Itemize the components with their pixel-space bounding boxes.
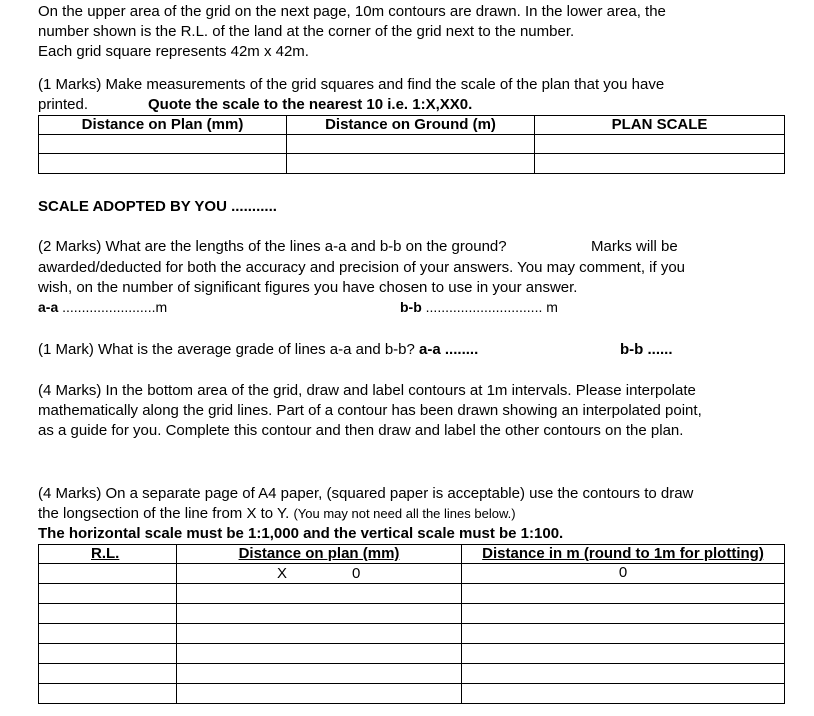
metres-cell[interactable]: [462, 664, 785, 684]
table-row: [39, 664, 785, 684]
header-distance-in-m: Distance in m (round to 1m for plotting): [462, 545, 785, 564]
header-distance-on-ground: Distance on Ground (m): [287, 116, 535, 135]
q2-line-3: wish, on the number of significant figures you have chosen to use in your answer.: [38, 279, 578, 296]
plan-distance-input-2[interactable]: [39, 154, 287, 174]
header-distance-on-plan-mm: Distance on plan (mm): [177, 545, 462, 564]
longsection-table: [38, 544, 785, 704]
table-row: [39, 584, 785, 604]
header-rl: R.L.: [39, 545, 177, 564]
q2-marks-note: Marks will be: [591, 238, 678, 255]
metres-cell[interactable]: [462, 644, 785, 664]
rl-cell[interactable]: [39, 584, 177, 604]
metres-cell[interactable]: [462, 564, 785, 584]
plan-cell[interactable]: [177, 644, 462, 664]
bb-unit: m: [546, 299, 558, 315]
q5-line-2: [38, 504, 516, 524]
q1-line-2: [38, 95, 473, 115]
x-plan-distance: 0: [352, 565, 361, 582]
metres-cell[interactable]: [462, 584, 785, 604]
plan-cell[interactable]: [177, 604, 462, 624]
aa-label: a-a: [38, 299, 59, 315]
intro-line-2: number shown is the R.L. of the land at the corner of the grid next to the number.: [38, 23, 575, 40]
plan-scale-table: [38, 115, 785, 174]
q4-line-2: mathematically along the grid lines. Part of a contour has been drawn showing an interpolated point,: [38, 402, 702, 419]
table-row: [39, 684, 785, 704]
rl-cell[interactable]: [39, 664, 177, 684]
rl-cell[interactable]: [39, 624, 177, 644]
header-distance-on-plan: Distance on Plan (mm): [39, 116, 287, 135]
intro-line-1: On the upper area of the grid on the next page, 10m contours are drawn. In the lower area, the: [38, 3, 666, 20]
q3-aa-answer[interactable]: a-a ........: [419, 341, 479, 358]
q1-line-1: (1 Marks) Make measurements of the grid squares and find the scale of the plan that you have: [38, 76, 665, 93]
bb-answer-blank[interactable]: ..............................: [425, 299, 543, 315]
header-plan-scale: PLAN SCALE: [535, 116, 785, 135]
plan-scale-input-2[interactable]: [535, 154, 785, 174]
q5-line-1: (4 Marks) On a separate page of A4 paper, (squared paper is acceptable) use the contours to draw: [38, 485, 694, 502]
aa-unit: m: [155, 299, 168, 315]
metres-cell[interactable]: [462, 624, 785, 644]
ground-distance-input-2[interactable]: [287, 154, 535, 174]
plan-cell[interactable]: [177, 564, 462, 584]
table-row: [39, 604, 785, 624]
q4-line-3: as a guide for you. Complete this contour and then draw and label the other contours on the plan.: [38, 422, 684, 439]
metres-cell[interactable]: [462, 604, 785, 624]
q3-line: [38, 340, 673, 360]
bb-label: b-b: [400, 299, 422, 315]
intro-line-3: Each grid square represents 42m x 42m.: [38, 43, 309, 60]
rl-cell[interactable]: [39, 644, 177, 664]
plan-cell[interactable]: [177, 684, 462, 704]
q1-scale-instruction: Quote the scale to the nearest 10 i.e. 1:X,XX0.: [148, 96, 473, 113]
q5-scales: The horizontal scale must be 1:1,000 and the vertical scale must be 1:100.: [38, 525, 564, 542]
q2-line-1: [38, 237, 678, 257]
plan-cell[interactable]: [177, 584, 462, 604]
q3-question: (1 Mark) What is the average grade of lines a-a and b-b?: [38, 341, 415, 358]
x-metres-distance: 0: [618, 564, 628, 581]
metres-cell[interactable]: [462, 684, 785, 704]
scale-adopted-label: SCALE ADOPTED BY YOU ...........: [38, 198, 277, 215]
q3-bb-answer[interactable]: b-b ......: [620, 341, 673, 358]
q2-question: (2 Marks) What are the lengths of the lines a-a and b-b on the ground?: [38, 238, 507, 255]
plan-cell[interactable]: [177, 624, 462, 644]
q1-printed: printed.: [38, 96, 89, 113]
aa-answer-blank[interactable]: ........................: [62, 299, 156, 315]
rl-cell[interactable]: [39, 684, 177, 704]
q4-line-1: (4 Marks) In the bottom area of the grid, draw and label contours at 1m intervals. Please interpolate: [38, 382, 696, 399]
table-row: [39, 644, 785, 664]
ground-distance-input-1[interactable]: [287, 135, 535, 154]
x-label: X: [277, 565, 288, 582]
q2-line-2: awarded/deducted for both the accuracy and precision of your answers. You may comment, if you: [38, 259, 686, 276]
q5-note: (You may not need all the lines below.): [293, 506, 516, 521]
rl-cell[interactable]: [39, 604, 177, 624]
rl-cell[interactable]: [39, 564, 177, 584]
q5-instruction: the longsection of the line from X to Y.: [38, 505, 290, 522]
plan-distance-input-1[interactable]: [39, 135, 287, 154]
plan-cell[interactable]: [177, 664, 462, 684]
plan-scale-input-1[interactable]: [535, 135, 785, 154]
table-row: [39, 564, 785, 584]
table-row: [39, 624, 785, 644]
q2-answers: [38, 297, 558, 317]
